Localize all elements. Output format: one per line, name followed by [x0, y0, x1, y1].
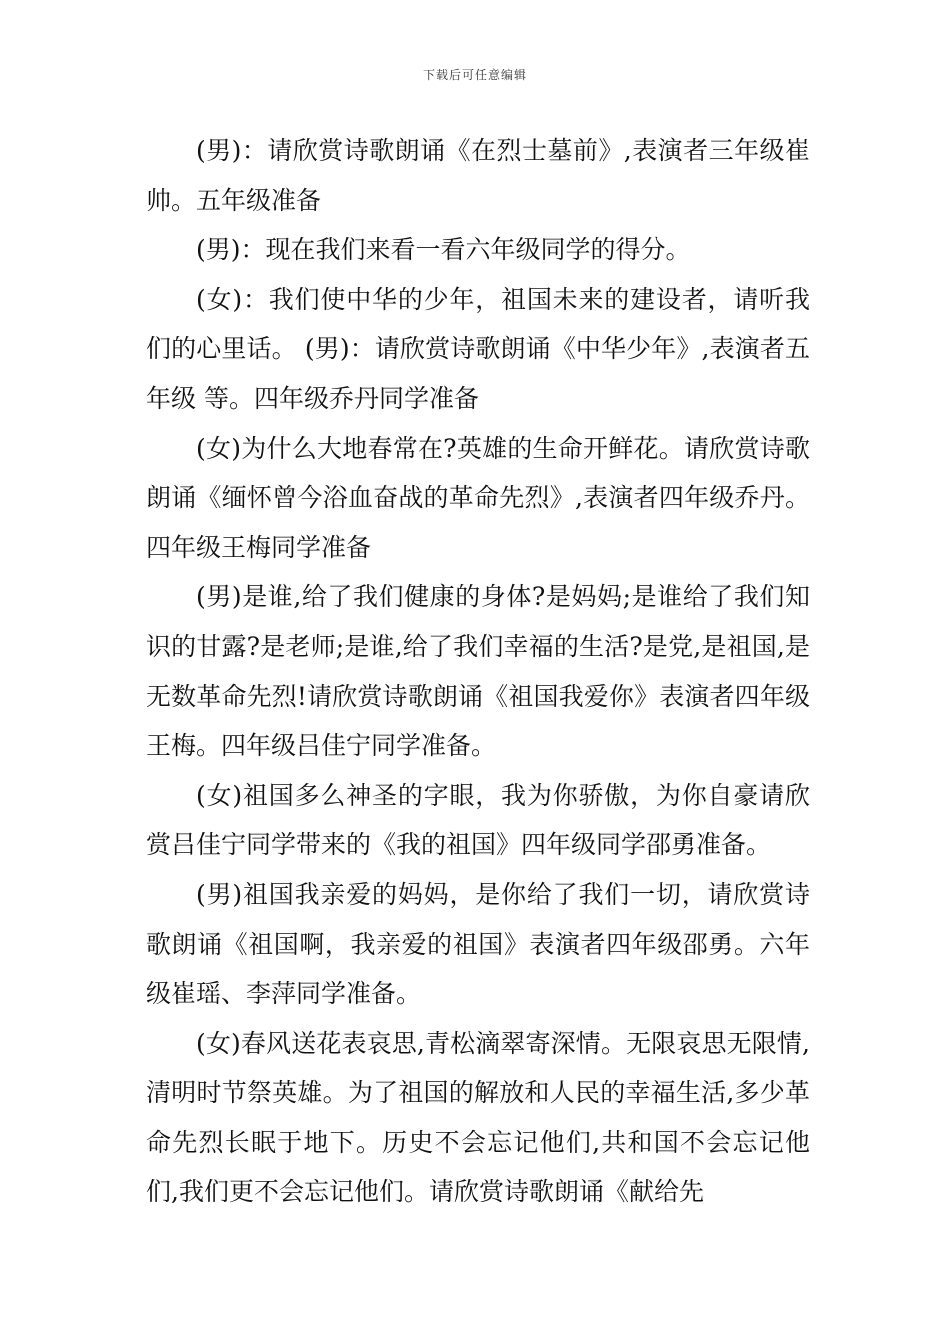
paragraph: (女)春风送花表哀思,青松滴翠寄深情。无限哀思无限情,清明时节祭英雄。为了祖国的解放和人民的幸福生活,多少革命先烈长眠于地下。历史不会忘记他们,共和国不会忘记他们,我们更不会忘记他们。请欣赏诗歌朗诵《献给先 [146, 1028, 810, 1207]
paragraph: (男)：请欣赏诗歌朗诵《在烈士墓前》,表演者三年级崔帅。五年级准备 [146, 136, 810, 215]
paragraph: (女)祖国多么神圣的字眼，我为你骄傲，为你自豪请欣赏吕佳宁同学带来的《我的祖国》四年级同学邵勇准备。 [146, 780, 810, 860]
page-header: 下载后可任意编辑 [422, 68, 527, 82]
paragraph: (男)是谁,给了我们健康的身体?是妈妈;是谁给了我们知识的甘露?是老师;是谁,给了我们幸福的生活?是党,是祖国,是无数革命先烈!请欣赏诗歌朗诵《祖国我爱你》表演者四年级王梅。四年级吕佳宁同学准备。 [146, 582, 810, 761]
paragraph: (女)为什么大地春常在?英雄的生命开鲜花。请欣赏诗歌朗诵《缅怀曾今浴血奋战的革命先烈》,表演者四年级乔丹。四年级王梅同学准备 [146, 433, 810, 562]
paragraph: (女)：我们使中华的少年，祖国未来的建设者，请听我们的心里话。 (男)：请欣赏诗歌朗诵《中华少年》,表演者五年级 等。四年级乔丹同学准备 [146, 284, 810, 413]
paragraph: (男)：现在我们来看一看六年级同学的得分。 [196, 235, 691, 265]
paragraph: (男)祖国我亲爱的妈妈，是你给了我们一切，请欣赏诗歌朗诵《祖国啊，我亲爱的祖国》表演者四年级邵勇。六年级崔瑶、李萍同学准备。 [146, 879, 810, 1009]
document-body [146, 126, 810, 1217]
